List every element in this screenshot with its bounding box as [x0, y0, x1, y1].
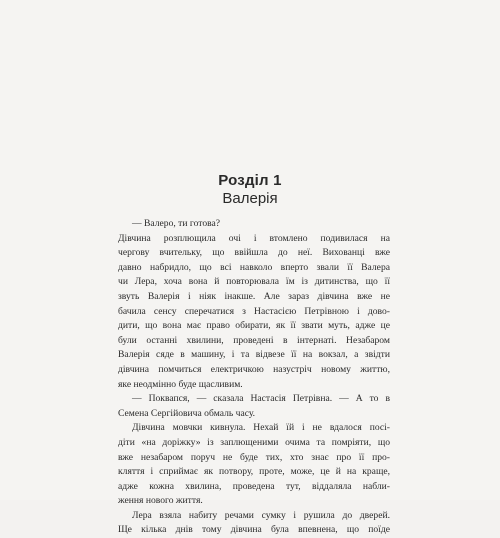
text-line: чи Лера, хоча вона й повторювала їм із дитинства, що її [118, 276, 390, 288]
text-line: Дівчина мовчки кивнула. Нехай їй і не вдалося посі- [132, 422, 390, 434]
chapter-number: Розділ 1 [218, 172, 282, 189]
text-line: ження нового життя. [118, 495, 203, 507]
text-line: Лера взяла набиту речами сумку і рушила до дверей. [132, 509, 390, 521]
chapter-body-text [118, 217, 390, 538]
text-line: адже кожна хвилина, проведена тут, віддаляла набли- [118, 480, 390, 492]
text-line: дівчина помчиться електричкою назустріч новому життю, [118, 363, 390, 375]
text-line: кляття і сприймає як потвору, проте, може, це й на краще, [118, 466, 390, 478]
text-line: давно набридло, що всі навколо вперто звали її Валера [118, 261, 390, 273]
text-line: звуть Валерія і ніяк інакше. Але зараз дівчина вже не [118, 290, 390, 302]
text-line: дити, що вона має право обирати, як її звати муть, адже це [118, 320, 390, 332]
text-line: Валерія сяде в машину, і та відвезе її на вокзал, а звідти [118, 349, 390, 361]
text-line: яке неодмінно буде щасливим. [118, 378, 243, 390]
text-line: — Поквапся, — сказала Настасія Петрівна. — А то в [132, 393, 390, 405]
text-line: чергову вчительку, що ввійшла до неї. Вихованці вже [118, 247, 390, 259]
text-line: — Валеро, ти готова? [132, 218, 221, 229]
text-line: бачила сенсу сперечатися з Настасією Петрівною і дово- [118, 305, 390, 317]
text-line: Семена Сергійовича обмаль часу. [118, 407, 256, 419]
chapter-title: Валерія [222, 190, 278, 207]
text-line: Ще кілька днів тому дівчина була впевнена, що поїде [118, 524, 390, 536]
text-line: були останні хвилини, проведені в інтернаті. Незабаром [118, 334, 390, 346]
text-line: вже незабаром поруч не буде тих, хто знає про її про- [118, 451, 390, 463]
text-line: діти «на доріжку» із заплющеними очима та помріяти, що [118, 436, 390, 448]
text-line: Дівчина розплющила очі і втомлено подивилася на [118, 232, 390, 244]
